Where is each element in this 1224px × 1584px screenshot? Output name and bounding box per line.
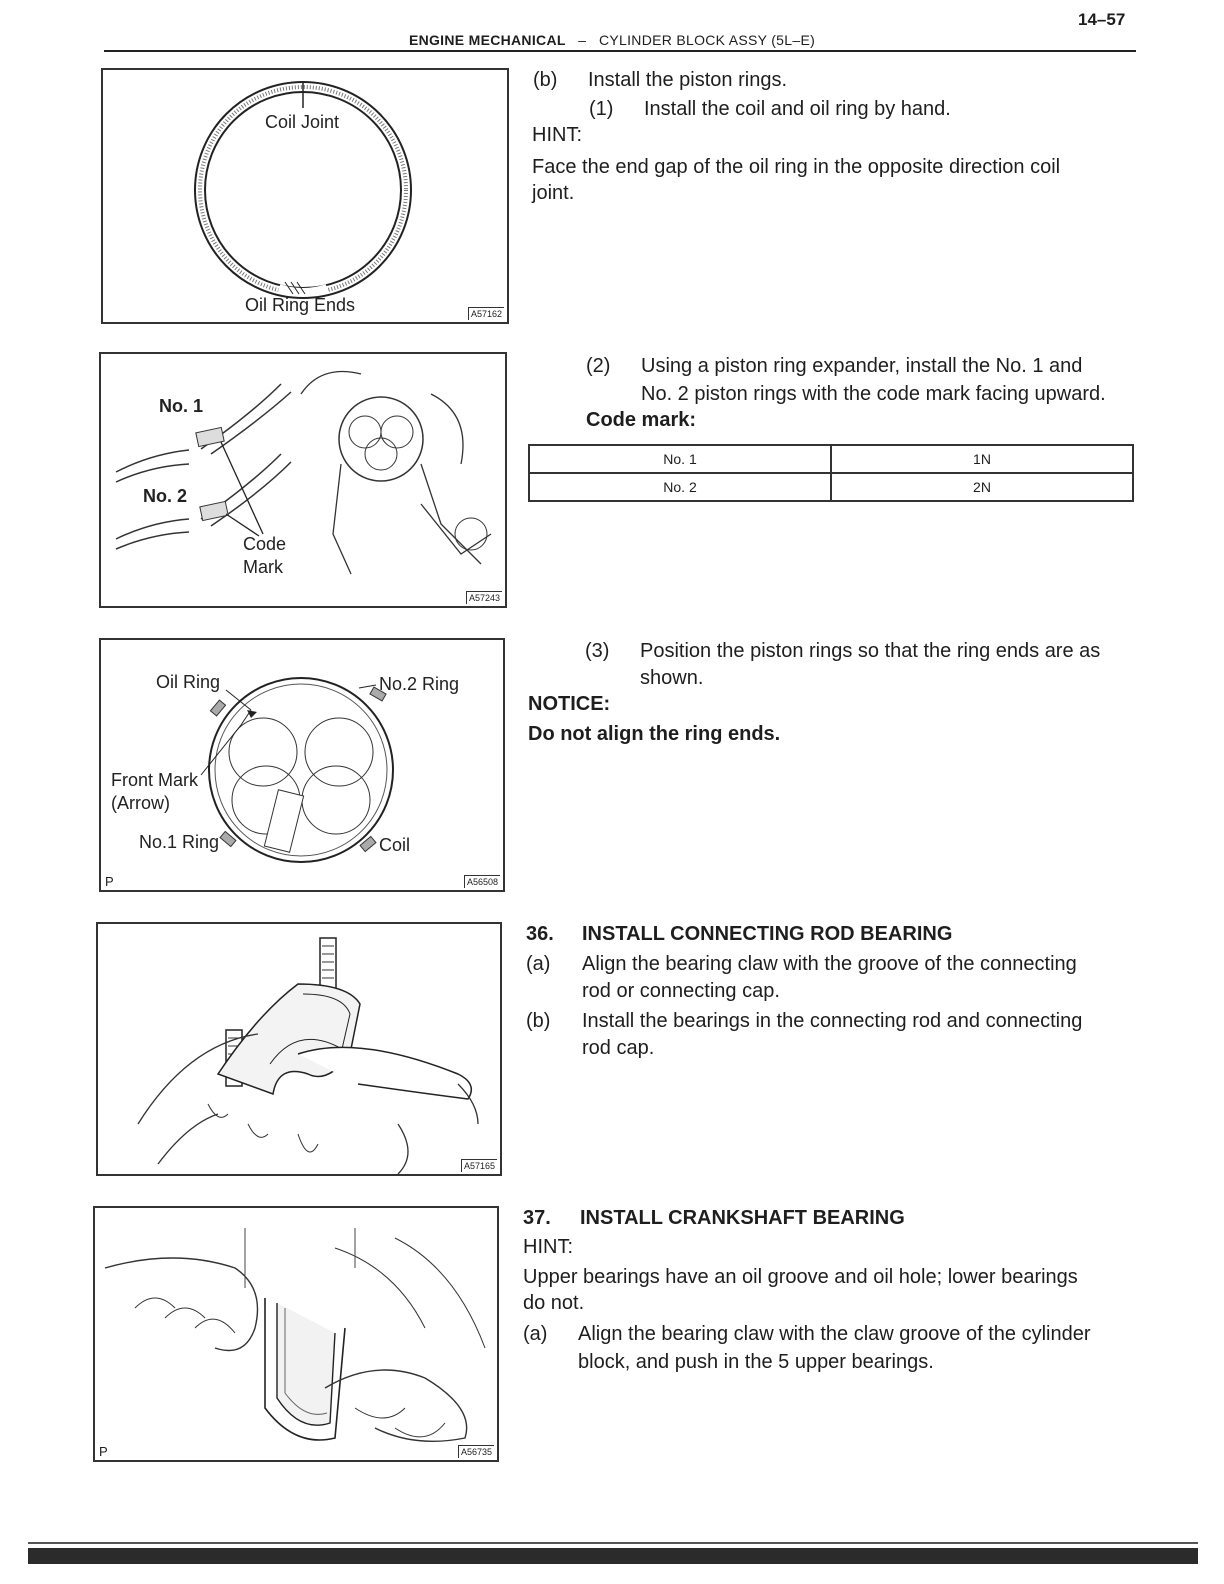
code-mark-title: Code mark: [586, 409, 697, 431]
sec36-b-num: (b) [526, 1010, 551, 1032]
step-b2-line1: Using a piston ring expander, install the No. 1 and [641, 355, 1083, 377]
header-subsection: CYLINDER BLOCK ASSY (5L–E) [598, 32, 816, 48]
sec37-title: INSTALL CRANKSHAFT BEARING [580, 1207, 905, 1229]
step-b1-text: Install the coil and oil ring by hand. [644, 98, 951, 120]
bottom-rule [28, 1542, 1198, 1544]
step-b2-num: (2) [586, 355, 611, 377]
figure-id: A57165 [461, 1159, 497, 1172]
label-mark: Mark [243, 557, 283, 577]
step-b2-line2: No. 2 piston rings with the code mark facing upward. [641, 383, 1106, 405]
figure-conrod-bearing [96, 922, 502, 1176]
figure-p-mark: P [99, 1444, 108, 1459]
table-cell-code: 1N [831, 445, 1133, 473]
code-mark-table [528, 444, 1134, 502]
figure-id: A57162 [468, 307, 504, 320]
header-section: ENGINE MECHANICAL [408, 32, 566, 48]
sec36-a-line2: rod or connecting cap. [582, 980, 780, 1002]
step-b3-line2: shown. [640, 667, 704, 689]
label-no1: No. 1 [159, 396, 204, 416]
sec37-a-line1: Align the bearing claw with the claw groove of the cylinder [578, 1323, 1091, 1345]
step-b1-num: (1) [589, 98, 614, 120]
table-cell-code: 2N [831, 473, 1133, 501]
figure-ring-positions [99, 638, 505, 892]
label-code: Code [243, 534, 287, 554]
sec37-num: 37. [523, 1207, 551, 1229]
expander-illustration [101, 354, 507, 608]
label-no2: No. 2 [143, 486, 188, 506]
table-row [529, 445, 1133, 473]
scan-edge-bar [28, 1548, 1198, 1564]
label-arrow: (Arrow) [111, 793, 170, 813]
sec36-b-line2: rod cap. [582, 1037, 655, 1059]
step-b-text: Install the piston rings. [588, 69, 787, 91]
sec36-a-num: (a) [526, 953, 551, 975]
crank-bearing-illustration [95, 1208, 499, 1462]
table-row [529, 473, 1133, 501]
hint1-line2: joint. [532, 182, 575, 204]
label-coil: Coil [379, 835, 411, 855]
label-coil-joint: Coil Joint [265, 112, 340, 132]
header-separator: – [578, 32, 587, 48]
sec37-hint-label: HINT: [523, 1236, 573, 1258]
figure-crank-bearing [93, 1206, 499, 1462]
hint1-line1: Face the end gap of the oil ring in the opposite direction coil [532, 156, 1061, 178]
step-b3-num: (3) [585, 640, 610, 662]
step-b-num: (b) [533, 69, 558, 91]
page-number: 14–57 [1078, 10, 1126, 29]
notice-label: NOTICE: [528, 693, 611, 715]
label-no1-ring: No.1 Ring [139, 832, 220, 852]
sec37-hint-line2: do not. [523, 1292, 585, 1314]
table-cell-ring: No. 1 [529, 445, 831, 473]
notice-text: Do not align the ring ends. [528, 723, 781, 745]
label-front-mark: Front Mark [111, 770, 199, 790]
sec36-b-line1: Install the bearings in the connecting rod and connecting [582, 1010, 1083, 1032]
figure-ring-expander [99, 352, 507, 608]
figure-p-mark: P [105, 874, 114, 889]
figure-id: A57243 [466, 591, 502, 604]
sec36-title: INSTALL CONNECTING ROD BEARING [582, 923, 953, 945]
figure-id: A56735 [458, 1445, 494, 1458]
label-oil-ring: Oil Ring [156, 672, 221, 692]
figure-coil-joint [101, 68, 509, 324]
running-header [0, 32, 1224, 48]
table-cell-ring: No. 2 [529, 473, 831, 501]
hint1-label: HINT: [532, 124, 582, 146]
ring-illustration [103, 70, 509, 324]
header-rule [104, 50, 1136, 52]
conrod-illustration [98, 924, 502, 1176]
sec36-num: 36. [526, 923, 554, 945]
label-no2-ring: No.2 Ring [379, 674, 460, 694]
sec37-hint-line1: Upper bearings have an oil groove and oil hole; lower bearings [523, 1266, 1078, 1288]
sec37-a-line2: block, and push in the 5 upper bearings. [578, 1351, 934, 1373]
figure-id: A56508 [464, 875, 500, 888]
step-b3-line1: Position the piston rings so that the ring ends are as [640, 640, 1101, 662]
sec37-a-num: (a) [523, 1323, 548, 1345]
label-oil-ring-ends: Oil Ring Ends [245, 295, 356, 315]
sec36-a-line1: Align the bearing claw with the groove of the connecting [582, 953, 1077, 975]
